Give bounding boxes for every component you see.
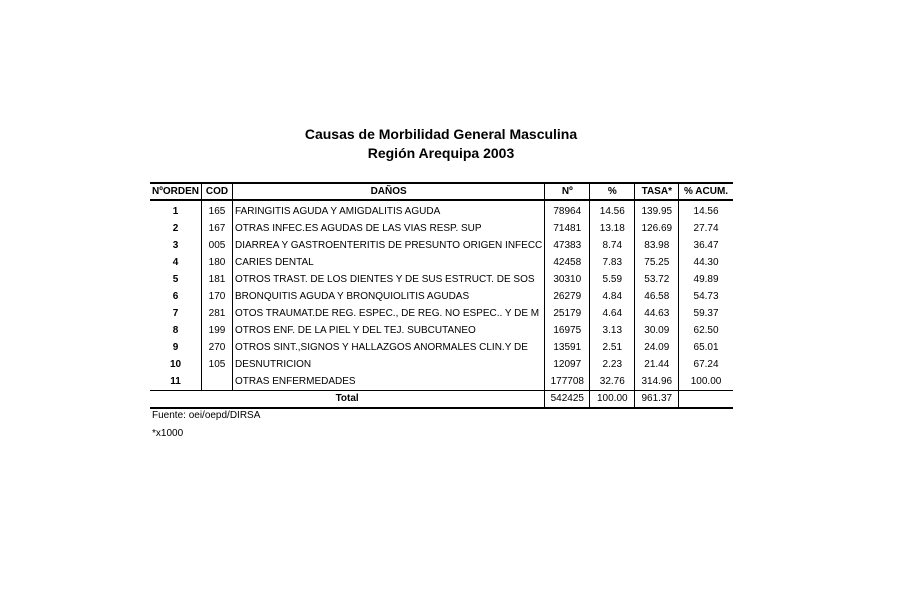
orden-cell: 5 <box>172 273 179 285</box>
table-row <box>150 339 733 356</box>
tasa-cell: 24.09 <box>635 339 679 356</box>
header-numero: Nº <box>545 183 590 200</box>
table-body <box>150 200 733 408</box>
tasa-cell: 46.58 <box>635 288 679 305</box>
cod-cell: 181 <box>202 271 233 288</box>
dano-cell: BRONQUITIS AGUDA Y BRONQUIOLITIS AGUDAS <box>233 288 545 305</box>
report-title: Causas de Morbilidad General Masculina <box>304 126 578 142</box>
dano-cell: OTOS TRAUMAT.DE REG. ESPEC., DE REG. NO ESPEC.. Y DE M <box>233 305 545 322</box>
orden-cell: 9 <box>172 341 179 353</box>
total-porcentaje: 100.00 <box>590 391 635 409</box>
porcentaje-cell: 3.13 <box>590 322 635 339</box>
header-tasa: TASA* <box>635 183 679 200</box>
table-row <box>150 200 733 220</box>
orden-cell: 6 <box>172 290 179 302</box>
orden-cell: 10 <box>169 358 182 370</box>
numero-cell: 78964 <box>545 200 590 220</box>
acumulado-cell: 67.24 <box>679 356 733 373</box>
porcentaje-cell: 7.83 <box>590 254 635 271</box>
porcentaje-cell: 32.76 <box>590 373 635 391</box>
numero-cell: 42458 <box>545 254 590 271</box>
numero-cell: 30310 <box>545 271 590 288</box>
acumulado-cell: 54.73 <box>679 288 733 305</box>
porcentaje-cell: 5.59 <box>590 271 635 288</box>
acumulado-cell: 59.37 <box>679 305 733 322</box>
cod-cell: 005 <box>202 237 233 254</box>
dano-cell: OTROS SINT.,SIGNOS Y HALLAZGOS ANORMALES CLIN.Y DE <box>233 339 545 356</box>
source-note: Fuente: oei/oepd/DIRSA <box>152 410 261 421</box>
tasa-cell: 139.95 <box>635 200 679 220</box>
orden-cell: 4 <box>172 256 179 268</box>
cod-cell: 270 <box>202 339 233 356</box>
cod-cell <box>202 373 233 391</box>
total-numero: 542425 <box>545 391 590 409</box>
dano-cell: DIARREA Y GASTROENTERITIS DE PRESUNTO ORIGEN INFECC <box>233 237 545 254</box>
tasa-cell: 21.44 <box>635 356 679 373</box>
total-acumulado <box>679 391 733 409</box>
orden-cell: 2 <box>172 222 179 234</box>
table-row <box>150 220 733 237</box>
porcentaje-cell: 13.18 <box>590 220 635 237</box>
acumulado-cell: 49.89 <box>679 271 733 288</box>
cod-cell: 105 <box>202 356 233 373</box>
numero-cell: 177708 <box>545 373 590 391</box>
porcentaje-cell: 14.56 <box>590 200 635 220</box>
table-row <box>150 322 733 339</box>
porcentaje-cell: 2.51 <box>590 339 635 356</box>
table-row <box>150 237 733 254</box>
porcentaje-cell: 8.74 <box>590 237 635 254</box>
tasa-cell: 53.72 <box>635 271 679 288</box>
tasa-cell: 126.69 <box>635 220 679 237</box>
table-row <box>150 373 733 391</box>
header-acumulado: % ACUM. <box>679 183 733 200</box>
orden-cell: 11 <box>150 373 202 391</box>
tasa-cell: 314.96 <box>635 373 679 391</box>
cod-cell: 170 <box>202 288 233 305</box>
tasa-cell: 83.98 <box>635 237 679 254</box>
cod-cell: 167 <box>202 220 233 237</box>
cod-cell: 180 <box>202 254 233 271</box>
numero-cell: 71481 <box>545 220 590 237</box>
acumulado-cell: 62.50 <box>679 322 733 339</box>
dano-cell: OTROS TRAST. DE LOS DIENTES Y DE SUS ESTRUCT. DE SOS <box>233 271 545 288</box>
report-header <box>150 125 732 163</box>
orden-cell: 1 <box>172 205 179 217</box>
porcentaje-cell: 4.84 <box>590 288 635 305</box>
dano-cell: OTRAS INFEC.ES AGUDAS DE LAS VIAS RESP. SUP <box>233 220 545 237</box>
rate-factor-note: *x1000 <box>152 428 184 439</box>
cod-cell: 281 <box>202 305 233 322</box>
acumulado-cell: 100.00 <box>679 373 733 391</box>
acumulado-cell: 27.74 <box>679 220 733 237</box>
tasa-cell: 30.09 <box>635 322 679 339</box>
table-row <box>150 271 733 288</box>
porcentaje-cell: 2.23 <box>590 356 635 373</box>
numero-cell: 12097 <box>545 356 590 373</box>
acumulado-cell: 65.01 <box>679 339 733 356</box>
report-subtitle: Región Arequipa 2003 <box>367 145 515 161</box>
orden-cell: 3 <box>172 239 179 251</box>
table-row <box>150 288 733 305</box>
dano-cell: CARIES DENTAL <box>233 254 545 271</box>
total-tasa: 961.37 <box>635 391 679 409</box>
table-row <box>150 305 733 322</box>
dano-cell: DESNUTRICION <box>233 356 545 373</box>
tasa-cell: 44.63 <box>635 305 679 322</box>
total-label: Total <box>150 391 545 409</box>
numero-cell: 47383 <box>545 237 590 254</box>
table-header-row <box>150 183 733 200</box>
header-danos: DAÑOS <box>233 183 545 200</box>
table-row <box>150 254 733 271</box>
header-cod: COD <box>202 183 233 200</box>
numero-cell: 13591 <box>545 339 590 356</box>
tasa-cell: 75.25 <box>635 254 679 271</box>
cod-cell: 199 <box>202 322 233 339</box>
acumulado-cell: 36.47 <box>679 237 733 254</box>
dano-cell: OTRAS ENFERMEDADES <box>233 373 545 391</box>
total-row <box>150 391 733 409</box>
porcentaje-cell: 4.64 <box>590 305 635 322</box>
header-porcentaje: % <box>590 183 635 200</box>
cod-cell: 165 <box>202 200 233 220</box>
dano-cell: OTROS ENF. DE LA PIEL Y DEL TEJ. SUBCUTANEO <box>233 322 545 339</box>
orden-cell: 7 <box>172 307 179 319</box>
table-row <box>150 356 733 373</box>
morbidity-table <box>150 182 733 409</box>
acumulado-cell: 44.30 <box>679 254 733 271</box>
acumulado-cell: 14.56 <box>679 200 733 220</box>
orden-cell: 8 <box>172 324 179 336</box>
numero-cell: 26279 <box>545 288 590 305</box>
header-orden: NºORDEN <box>150 183 202 200</box>
numero-cell: 25179 <box>545 305 590 322</box>
dano-cell: FARINGITIS AGUDA Y AMIGDALITIS AGUDA <box>233 200 545 220</box>
numero-cell: 16975 <box>545 322 590 339</box>
